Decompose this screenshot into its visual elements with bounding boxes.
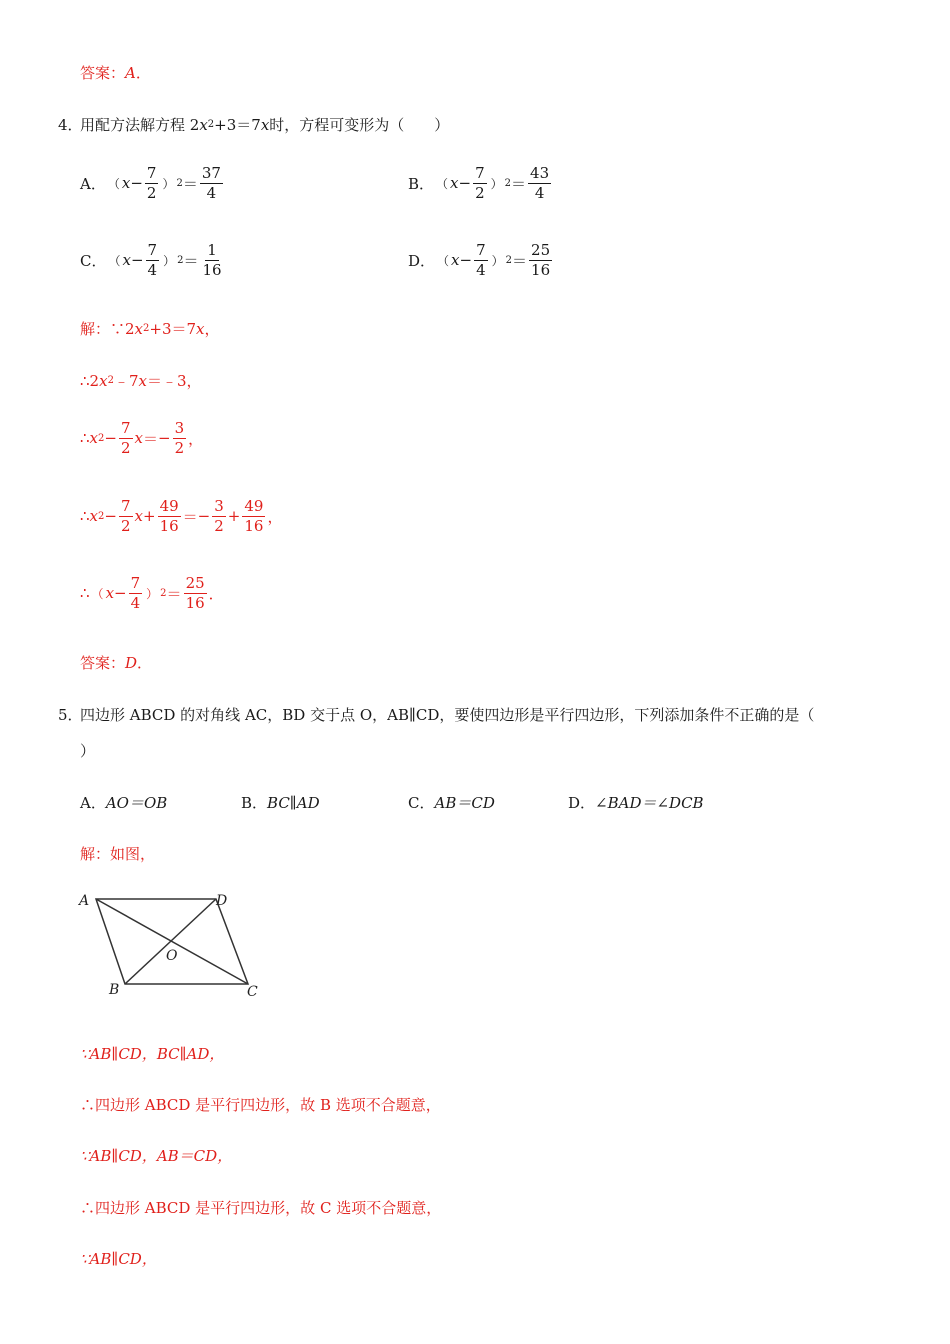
question-4-stem (80, 114, 449, 135)
exponent: 2 (505, 254, 513, 266)
var-x: x (138, 371, 147, 390)
denominator: 2 (214, 516, 224, 535)
option-label: B． (408, 174, 435, 193)
fraction (158, 498, 181, 534)
exponent: 2 (176, 177, 183, 189)
option-text: AB＝CD (434, 794, 495, 812)
stem-var: x (199, 115, 208, 134)
plus: + (142, 507, 156, 525)
paren: ） (162, 176, 175, 191)
minus: − (104, 507, 117, 525)
denominator: 4 (147, 260, 158, 279)
equals: ＝ (166, 584, 182, 603)
step-text: ， (204, 320, 220, 338)
q4-solution-step-1 (80, 318, 220, 339)
equals: ＝ (182, 507, 198, 526)
denominator: 16 (202, 260, 222, 279)
step-text: ＝﹣3， (146, 372, 202, 390)
denominator: 2 (120, 438, 131, 457)
numerator: 3 (214, 497, 224, 515)
stem-exp: 2 (207, 119, 215, 130)
answer-end: ． (135, 64, 151, 82)
denominator: 2 (174, 438, 185, 457)
therefore: ∴ (80, 429, 90, 447)
fraction (473, 165, 487, 201)
fraction (201, 242, 224, 278)
exponent: 2 (107, 375, 114, 386)
q5-solution-intro: 解：如图， (80, 845, 156, 863)
var-x: x (89, 507, 99, 525)
paren: （ (108, 253, 121, 268)
answer-value: A (125, 63, 136, 82)
q5-option-d (568, 792, 704, 813)
denominator: 4 (206, 183, 217, 202)
minus: − (130, 251, 144, 269)
vertex-label-o: O (166, 948, 178, 964)
numerator: 49 (244, 497, 264, 515)
exponent: 2 (98, 510, 105, 522)
therefore: ∴ (80, 584, 90, 602)
fraction (242, 498, 265, 534)
numerator: 25 (185, 574, 205, 592)
numerator: 7 (130, 574, 141, 592)
fraction (146, 242, 160, 278)
q4-option-d (408, 242, 554, 278)
denominator: 16 (244, 516, 264, 535)
q4-answer (80, 652, 152, 673)
paren: （ (437, 253, 450, 268)
fraction (184, 575, 207, 611)
denominator: 4 (130, 593, 141, 612)
option-label: C． (80, 251, 107, 270)
fraction (145, 165, 159, 201)
minus: − (197, 507, 211, 525)
fraction (200, 165, 223, 201)
exponent: 2 (504, 177, 512, 189)
numerator: 25 (531, 241, 551, 259)
option-text: BC∥AD (267, 793, 320, 812)
minus: − (130, 174, 143, 192)
exponent: 2 (177, 254, 184, 266)
option-label: A． (80, 174, 106, 193)
option-label: B． (241, 794, 268, 812)
var-x: x (99, 371, 108, 390)
numerator: 43 (530, 164, 550, 182)
exponent: 2 (160, 587, 167, 599)
minus: − (459, 251, 473, 269)
denominator: 16 (531, 260, 551, 279)
equals: ＝ (511, 174, 527, 193)
var-x: x (450, 174, 459, 192)
numerator: 1 (207, 241, 217, 259)
question-4-number: 4． (58, 116, 83, 134)
q5-option-b (241, 792, 320, 813)
denominator: 4 (476, 260, 486, 279)
denominator: 4 (534, 183, 545, 202)
var-x: x (122, 251, 131, 269)
fraction (529, 242, 552, 278)
answer-label: 答案： (80, 64, 126, 82)
numerator: 7 (147, 241, 158, 259)
minus: − (104, 429, 117, 447)
fraction (212, 498, 226, 534)
denominator: 2 (146, 183, 157, 202)
exponent: 2 (98, 432, 105, 444)
option-label: A． (80, 794, 106, 812)
equals: ＝ (142, 429, 158, 448)
q4-solution-step-2 (80, 370, 202, 391)
q4-option-b (408, 165, 553, 201)
question-5-stem-line-1: 四边形 ABCD 的对角线 AC，BD 交于点 O，AB∥CD，要使四边形是平行四边形，下列添加条件不正确的是（ (80, 706, 815, 724)
fraction (119, 420, 133, 456)
comma: ， (267, 507, 283, 526)
denominator: 2 (120, 516, 131, 535)
q4-option-c (80, 242, 226, 278)
q5-step-3: ∵AB∥CD，AB＝CD， (80, 1147, 233, 1165)
option-label: D． (568, 794, 596, 812)
fraction (528, 165, 551, 201)
q4-solution-step-3 (80, 420, 203, 456)
var-x: x (121, 174, 131, 192)
option-text: AO＝OB (105, 794, 168, 812)
equals: ＝ (183, 251, 199, 270)
numerator: 49 (159, 497, 179, 515)
q5-option-a (80, 792, 167, 813)
answer-value: D (125, 653, 138, 672)
stem-text: 时，方程可变形为（ ） (269, 116, 450, 134)
numerator: 7 (120, 419, 131, 437)
step-text: +3＝7 (149, 320, 197, 338)
paren: ） (491, 253, 504, 268)
previous-answer (80, 62, 151, 83)
parallelogram-figure (76, 888, 266, 1000)
therefore: ∴ (80, 507, 90, 525)
fraction (129, 575, 143, 611)
q4-solution-step-5 (80, 575, 224, 611)
vertex-label-a: A (79, 893, 90, 909)
stem-text: +3＝7 (214, 116, 261, 134)
step-text: ∴2 (80, 371, 100, 390)
var-x: x (196, 319, 205, 338)
paren: ） (163, 253, 176, 268)
paren: （ (436, 176, 449, 191)
var-x: x (89, 429, 99, 447)
numerator: 7 (475, 164, 485, 182)
q5-step-5: ∵AB∥CD， (80, 1250, 157, 1268)
minus: − (458, 174, 472, 192)
stem-var: x (260, 115, 270, 134)
exponent: 2 (143, 323, 150, 334)
vertex-label-b: B (109, 982, 120, 998)
var-x: x (134, 319, 144, 338)
minus: − (158, 429, 171, 447)
minus: − (114, 584, 127, 602)
question-5-stem-line-2: ） (80, 742, 96, 760)
equals: ＝ (182, 174, 198, 193)
option-label: C． (408, 794, 435, 812)
q4-solution-step-4 (80, 498, 282, 534)
fraction (173, 420, 187, 456)
diagonal-bd (125, 899, 216, 984)
fraction (119, 498, 133, 534)
paren: （ (107, 176, 120, 191)
numerator: 37 (201, 164, 221, 182)
period: ． (208, 584, 224, 603)
numerator: 7 (146, 164, 157, 182)
fraction (474, 242, 488, 278)
var-x: x (105, 584, 115, 602)
question-5-number: 5． (58, 706, 83, 724)
q5-step-1: ∵AB∥CD，BC∥AD， (80, 1045, 225, 1063)
step-text: ﹣7 (113, 372, 139, 390)
paren: ） (490, 176, 503, 191)
vertex-label-c: C (247, 984, 258, 1000)
answer-end: ． (137, 654, 153, 672)
plus: + (227, 507, 241, 525)
denominator: 16 (185, 593, 205, 612)
step-text: 解：∵2 (80, 320, 135, 338)
q5-option-c (408, 792, 495, 813)
q5-step-4: ∴四边形 ABCD 是平行四边形，故 C 选项不合题意， (80, 1199, 442, 1217)
paren: ） (146, 586, 159, 601)
vertex-label-d: D (216, 893, 228, 909)
numerator: 7 (476, 241, 486, 259)
equals: ＝ (512, 251, 528, 270)
var-x: x (451, 251, 460, 269)
numerator: 3 (174, 419, 185, 437)
option-label: D． (408, 251, 436, 270)
denominator: 16 (159, 516, 179, 535)
var-x: x (134, 507, 143, 525)
q4-option-a (80, 165, 225, 201)
q5-step-2: ∴四边形 ABCD 是平行四边形，故 B 选项不合题意， (80, 1096, 441, 1114)
paren: （ (91, 586, 104, 601)
diagonal-ac (96, 899, 248, 984)
denominator: 2 (475, 183, 485, 202)
numerator: 7 (120, 497, 131, 515)
stem-text: 用配方法解方程 2 (80, 116, 200, 134)
var-x: x (134, 429, 143, 447)
answer-label: 答案： (80, 654, 126, 672)
comma: ， (188, 429, 204, 448)
option-text: ∠BAD＝∠DCB (595, 794, 704, 812)
